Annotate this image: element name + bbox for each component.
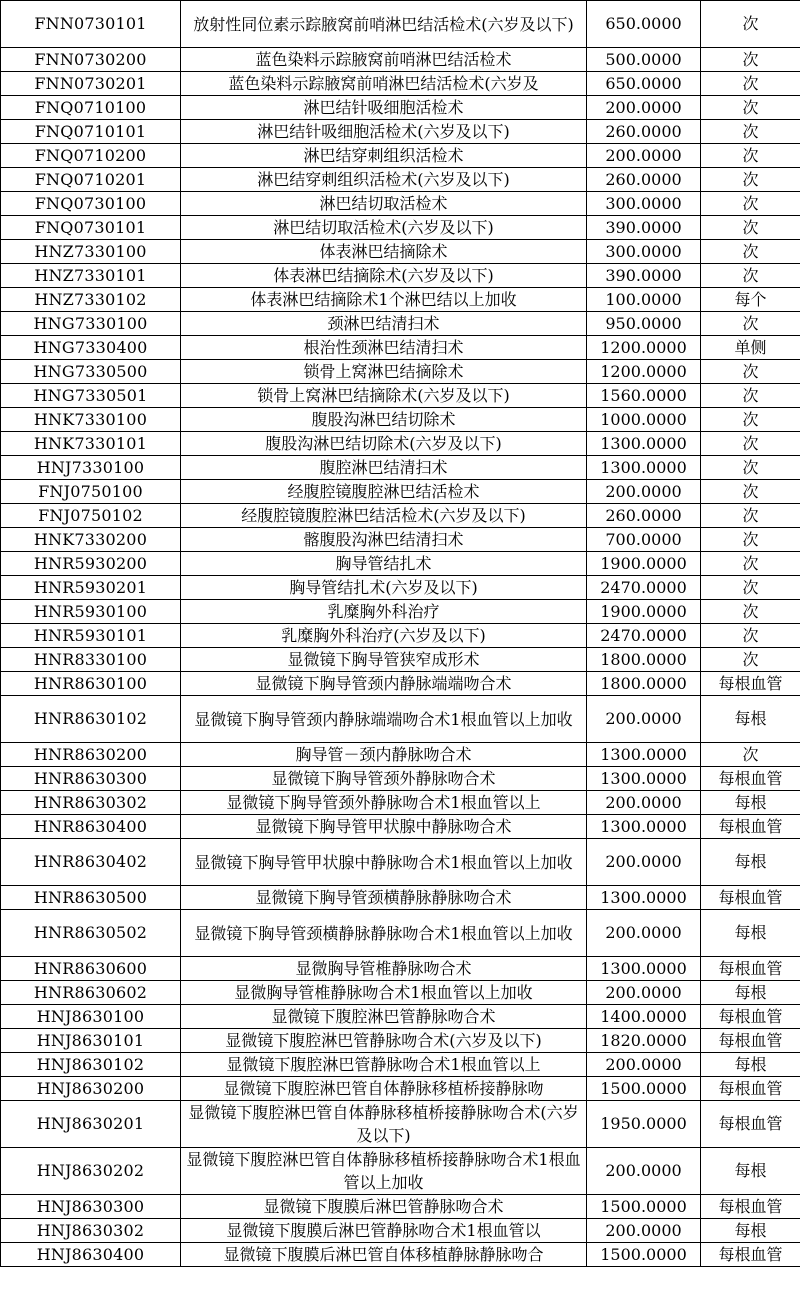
- item-name-cell: 乳糜胸外科治疗: [181, 600, 587, 624]
- item-code-cell: HNK7330101: [1, 432, 181, 456]
- item-code-cell: FNN0730101: [1, 1, 181, 48]
- item-unit-cell: 次: [701, 1, 800, 48]
- item-price-cell: 200.0000: [587, 696, 701, 743]
- item-code-cell: FNJ0750100: [1, 480, 181, 504]
- item-unit-cell: 次: [701, 72, 800, 96]
- table-row: [1, 408, 800, 432]
- item-code-cell: HNJ8630302: [1, 1219, 181, 1243]
- table-row: [1, 384, 800, 408]
- table-row: [1, 120, 800, 144]
- item-unit-cell: 次: [701, 743, 800, 767]
- item-unit-cell: 每根血管: [701, 1077, 800, 1101]
- item-code-cell: HNJ7330100: [1, 456, 181, 480]
- item-price-cell: 200.0000: [587, 144, 701, 168]
- item-price-cell: 1900.0000: [587, 552, 701, 576]
- item-code-cell: HNJ8630202: [1, 1148, 181, 1195]
- item-name-cell: 显微镜下胸导管甲状腺中静脉吻合术: [181, 815, 587, 839]
- item-unit-cell: 每根: [701, 981, 800, 1005]
- table-row: [1, 839, 800, 886]
- item-name-cell: 显微胸导管椎静脉吻合术: [181, 957, 587, 981]
- item-name-cell: 蓝色染料示踪腋窝前哨淋巴结活检术(六岁及: [181, 72, 587, 96]
- table-row: [1, 981, 800, 1005]
- item-price-cell: 500.0000: [587, 48, 701, 72]
- item-code-cell: HNG7330400: [1, 336, 181, 360]
- table-row: [1, 1243, 800, 1267]
- item-price-cell: 1300.0000: [587, 767, 701, 791]
- item-unit-cell: 每个: [701, 288, 800, 312]
- item-price-cell: 1500.0000: [587, 1243, 701, 1267]
- item-name-cell: 胸导管－颈内静脉吻合术: [181, 743, 587, 767]
- table-row: [1, 72, 800, 96]
- item-code-cell: FNN0730201: [1, 72, 181, 96]
- item-price-cell: 1500.0000: [587, 1195, 701, 1219]
- item-name-cell: 显微镜下胸导管颈内静脉端端吻合术1根血管以上加收: [181, 696, 587, 743]
- item-name-cell: 放射性同位素示踪腋窝前哨淋巴结活检术(六岁及以下): [181, 1, 587, 48]
- item-unit-cell: 次: [701, 192, 800, 216]
- table-row: [1, 1148, 800, 1195]
- table-row: [1, 815, 800, 839]
- item-name-cell: 显微镜下腹腔淋巴管自体静脉移植桥接静脉吻合术(六岁及以下): [181, 1101, 587, 1148]
- item-price-cell: 1300.0000: [587, 886, 701, 910]
- item-price-cell: 1500.0000: [587, 1077, 701, 1101]
- item-unit-cell: 次: [701, 648, 800, 672]
- item-unit-cell: 次: [701, 120, 800, 144]
- item-code-cell: HNZ7330101: [1, 264, 181, 288]
- item-name-cell: 锁骨上窝淋巴结摘除术: [181, 360, 587, 384]
- item-name-cell: 显微镜下腹腔淋巴管静脉吻合术: [181, 1005, 587, 1029]
- item-name-cell: 蓝色染料示踪腋窝前哨淋巴结活检术: [181, 48, 587, 72]
- item-name-cell: 显微胸导管椎静脉吻合术1根血管以上加收: [181, 981, 587, 1005]
- table-row: [1, 886, 800, 910]
- item-code-cell: HNG7330100: [1, 312, 181, 336]
- item-code-cell: HNR8630300: [1, 767, 181, 791]
- item-price-cell: 2470.0000: [587, 624, 701, 648]
- item-unit-cell: 次: [701, 144, 800, 168]
- item-code-cell: HNJ8630100: [1, 1005, 181, 1029]
- table-row: [1, 192, 800, 216]
- table-row: [1, 767, 800, 791]
- table-row: [1, 528, 800, 552]
- item-code-cell: HNR8330100: [1, 648, 181, 672]
- item-price-cell: 1900.0000: [587, 600, 701, 624]
- table-row: [1, 1053, 800, 1077]
- item-name-cell: 经腹腔镜腹腔淋巴结活检术: [181, 480, 587, 504]
- item-code-cell: FNN0730200: [1, 48, 181, 72]
- item-name-cell: 显微镜下腹膜后淋巴管静脉吻合术: [181, 1195, 587, 1219]
- item-name-cell: 腹腔淋巴结清扫术: [181, 456, 587, 480]
- item-code-cell: HNJ8630200: [1, 1077, 181, 1101]
- item-unit-cell: 每根血管: [701, 1005, 800, 1029]
- item-unit-cell: 次: [701, 96, 800, 120]
- item-name-cell: 显微镜下腹腔淋巴管静脉吻合术1根血管以上: [181, 1053, 587, 1077]
- table-row: [1, 360, 800, 384]
- item-price-cell: 650.0000: [587, 72, 701, 96]
- item-price-cell: 1300.0000: [587, 456, 701, 480]
- item-unit-cell: 每根血管: [701, 1029, 800, 1053]
- item-price-cell: 1300.0000: [587, 815, 701, 839]
- item-code-cell: HNJ8630201: [1, 1101, 181, 1148]
- item-unit-cell: 次: [701, 48, 800, 72]
- item-price-cell: 300.0000: [587, 240, 701, 264]
- item-name-cell: 胸导管结扎术(六岁及以下): [181, 576, 587, 600]
- item-unit-cell: 每根: [701, 839, 800, 886]
- item-unit-cell: 每根血管: [701, 957, 800, 981]
- item-price-cell: 1400.0000: [587, 1005, 701, 1029]
- item-name-cell: 淋巴结切取活检术(六岁及以下): [181, 216, 587, 240]
- item-code-cell: FNQ0710200: [1, 144, 181, 168]
- item-unit-cell: 每根: [701, 910, 800, 957]
- table-row: [1, 144, 800, 168]
- item-price-cell: 200.0000: [587, 1053, 701, 1077]
- item-price-cell: 1300.0000: [587, 432, 701, 456]
- table-row: [1, 1101, 800, 1148]
- item-price-cell: 1800.0000: [587, 672, 701, 696]
- item-price-cell: 200.0000: [587, 96, 701, 120]
- item-name-cell: 体表淋巴结摘除术(六岁及以下): [181, 264, 587, 288]
- table-row: [1, 957, 800, 981]
- table-row: [1, 600, 800, 624]
- item-code-cell: HNJ8630400: [1, 1243, 181, 1267]
- item-price-cell: 1300.0000: [587, 743, 701, 767]
- item-code-cell: HNR8630302: [1, 791, 181, 815]
- item-code-cell: HNR8630102: [1, 696, 181, 743]
- item-code-cell: HNR8630600: [1, 957, 181, 981]
- table-row: [1, 168, 800, 192]
- item-unit-cell: 次: [701, 360, 800, 384]
- item-code-cell: HNG7330500: [1, 360, 181, 384]
- item-code-cell: FNJ0750102: [1, 504, 181, 528]
- item-code-cell: HNJ8630101: [1, 1029, 181, 1053]
- item-name-cell: 体表淋巴结摘除术1个淋巴结以上加收: [181, 288, 587, 312]
- item-name-cell: 锁骨上窝淋巴结摘除术(六岁及以下): [181, 384, 587, 408]
- item-unit-cell: 每根: [701, 1219, 800, 1243]
- table-row: [1, 1029, 800, 1053]
- item-price-cell: 200.0000: [587, 910, 701, 957]
- item-name-cell: 显微镜下胸导管甲状腺中静脉吻合术1根血管以上加收: [181, 839, 587, 886]
- table-row: [1, 216, 800, 240]
- table-row: [1, 336, 800, 360]
- item-name-cell: 腹股沟淋巴结切除术(六岁及以下): [181, 432, 587, 456]
- item-code-cell: HNR8630502: [1, 910, 181, 957]
- item-price-cell: 200.0000: [587, 839, 701, 886]
- item-unit-cell: 次: [701, 312, 800, 336]
- table-row: [1, 288, 800, 312]
- item-code-cell: HNG7330501: [1, 384, 181, 408]
- item-code-cell: HNR5930101: [1, 624, 181, 648]
- item-unit-cell: 次: [701, 576, 800, 600]
- item-name-cell: 显微镜下胸导管颈外静脉吻合术: [181, 767, 587, 791]
- item-unit-cell: 次: [701, 216, 800, 240]
- item-unit-cell: 次: [701, 456, 800, 480]
- item-price-cell: 260.0000: [587, 120, 701, 144]
- table-row: [1, 1077, 800, 1101]
- item-price-cell: 1200.0000: [587, 336, 701, 360]
- item-price-cell: 1820.0000: [587, 1029, 701, 1053]
- item-unit-cell: 单侧: [701, 336, 800, 360]
- item-name-cell: 显微镜下胸导管颈横静脉静脉吻合术1根血管以上加收: [181, 910, 587, 957]
- item-code-cell: HNR8630500: [1, 886, 181, 910]
- item-price-cell: 200.0000: [587, 981, 701, 1005]
- item-price-cell: 1560.0000: [587, 384, 701, 408]
- table-row: [1, 791, 800, 815]
- item-price-cell: 260.0000: [587, 504, 701, 528]
- item-code-cell: HNK7330200: [1, 528, 181, 552]
- item-name-cell: 显微镜下腹腔淋巴管自体静脉移植桥接静脉吻: [181, 1077, 587, 1101]
- item-name-cell: 淋巴结穿刺组织活检术: [181, 144, 587, 168]
- item-name-cell: 淋巴结针吸细胞活检术: [181, 96, 587, 120]
- item-unit-cell: 每根血管: [701, 1195, 800, 1219]
- item-unit-cell: 每根: [701, 1148, 800, 1195]
- item-price-cell: 1000.0000: [587, 408, 701, 432]
- table-row: [1, 96, 800, 120]
- item-unit-cell: 每根: [701, 1053, 800, 1077]
- item-code-cell: HNR8630100: [1, 672, 181, 696]
- item-unit-cell: 每根血管: [701, 1101, 800, 1148]
- item-code-cell: HNR8630602: [1, 981, 181, 1005]
- item-name-cell: 髂腹股沟淋巴结清扫术: [181, 528, 587, 552]
- item-unit-cell: 次: [701, 240, 800, 264]
- table-row: [1, 432, 800, 456]
- item-name-cell: 显微镜下腹腔淋巴管静脉吻合术(六岁及以下): [181, 1029, 587, 1053]
- table-row: [1, 1219, 800, 1243]
- item-unit-cell: 次: [701, 528, 800, 552]
- item-price-cell: 100.0000: [587, 288, 701, 312]
- table-row: [1, 552, 800, 576]
- item-price-cell: 300.0000: [587, 192, 701, 216]
- item-name-cell: 显微镜下胸导管颈外静脉吻合术1根血管以上: [181, 791, 587, 815]
- item-price-cell: 390.0000: [587, 216, 701, 240]
- item-price-cell: 1300.0000: [587, 957, 701, 981]
- item-unit-cell: 次: [701, 624, 800, 648]
- table-row: [1, 624, 800, 648]
- table-row: [1, 696, 800, 743]
- item-name-cell: 显微镜下腹膜后淋巴管静脉吻合术1根血管以: [181, 1219, 587, 1243]
- table-row: [1, 456, 800, 480]
- item-unit-cell: 次: [701, 264, 800, 288]
- table-row: [1, 743, 800, 767]
- item-price-cell: 2470.0000: [587, 576, 701, 600]
- item-unit-cell: 每根: [701, 696, 800, 743]
- item-name-cell: 根治性颈淋巴结清扫术: [181, 336, 587, 360]
- item-name-cell: 显微镜下胸导管狭窄成形术: [181, 648, 587, 672]
- item-price-cell: 200.0000: [587, 1219, 701, 1243]
- item-name-cell: 显微镜下腹膜后淋巴管自体移植静脉静脉吻合: [181, 1243, 587, 1267]
- item-unit-cell: 每根血管: [701, 815, 800, 839]
- item-code-cell: FNQ0710201: [1, 168, 181, 192]
- item-price-cell: 700.0000: [587, 528, 701, 552]
- item-name-cell: 腹股沟淋巴结切除术: [181, 408, 587, 432]
- item-unit-cell: 每根血管: [701, 672, 800, 696]
- item-price-cell: 1950.0000: [587, 1101, 701, 1148]
- item-price-cell: 950.0000: [587, 312, 701, 336]
- item-code-cell: HNZ7330102: [1, 288, 181, 312]
- item-code-cell: HNR8630400: [1, 815, 181, 839]
- item-code-cell: HNR8630200: [1, 743, 181, 767]
- item-unit-cell: 次: [701, 552, 800, 576]
- table-row: [1, 1, 800, 48]
- item-unit-cell: 次: [701, 480, 800, 504]
- item-price-cell: 650.0000: [587, 1, 701, 48]
- table-row: [1, 480, 800, 504]
- item-unit-cell: 次: [701, 600, 800, 624]
- table-row: [1, 910, 800, 957]
- item-name-cell: 淋巴结切取活检术: [181, 192, 587, 216]
- item-price-cell: 200.0000: [587, 791, 701, 815]
- item-name-cell: 淋巴结针吸细胞活检术(六岁及以下): [181, 120, 587, 144]
- item-name-cell: 颈淋巴结清扫术: [181, 312, 587, 336]
- table-row: [1, 240, 800, 264]
- item-code-cell: FNQ0710100: [1, 96, 181, 120]
- item-unit-cell: 次: [701, 384, 800, 408]
- item-unit-cell: 每根: [701, 791, 800, 815]
- item-unit-cell: 次: [701, 504, 800, 528]
- item-name-cell: 体表淋巴结摘除术: [181, 240, 587, 264]
- item-name-cell: 淋巴结穿刺组织活检术(六岁及以下): [181, 168, 587, 192]
- item-unit-cell: 次: [701, 408, 800, 432]
- item-code-cell: FNQ0710101: [1, 120, 181, 144]
- item-name-cell: 显微镜下腹腔淋巴管自体静脉移植桥接静脉吻合术1根血管以上加收: [181, 1148, 587, 1195]
- table-row: [1, 504, 800, 528]
- table-row: [1, 48, 800, 72]
- table-row: [1, 672, 800, 696]
- item-unit-cell: 每根血管: [701, 886, 800, 910]
- item-code-cell: HNR8630402: [1, 839, 181, 886]
- item-name-cell: 乳糜胸外科治疗(六岁及以下): [181, 624, 587, 648]
- item-unit-cell: 每根血管: [701, 767, 800, 791]
- item-code-cell: HNR5930201: [1, 576, 181, 600]
- table-row: [1, 648, 800, 672]
- item-code-cell: HNJ8630300: [1, 1195, 181, 1219]
- item-unit-cell: 次: [701, 432, 800, 456]
- item-code-cell: HNZ7330100: [1, 240, 181, 264]
- table-row: [1, 1195, 800, 1219]
- table-row: [1, 312, 800, 336]
- item-code-cell: HNR5930200: [1, 552, 181, 576]
- item-name-cell: 经腹腔镜腹腔淋巴结活检术(六岁及以下): [181, 504, 587, 528]
- item-unit-cell: 每根血管: [701, 1243, 800, 1267]
- fee-table-body: [1, 1, 800, 1267]
- item-unit-cell: 次: [701, 168, 800, 192]
- item-code-cell: FNQ0730101: [1, 216, 181, 240]
- item-name-cell: 显微镜下胸导管颈横静脉静脉吻合术: [181, 886, 587, 910]
- item-price-cell: 200.0000: [587, 1148, 701, 1195]
- table-row: [1, 1005, 800, 1029]
- item-price-cell: 390.0000: [587, 264, 701, 288]
- item-code-cell: HNJ8630102: [1, 1053, 181, 1077]
- item-name-cell: 胸导管结扎术: [181, 552, 587, 576]
- item-price-cell: 1800.0000: [587, 648, 701, 672]
- item-price-cell: 200.0000: [587, 480, 701, 504]
- item-code-cell: HNR5930100: [1, 600, 181, 624]
- item-price-cell: 1200.0000: [587, 360, 701, 384]
- table-row: [1, 264, 800, 288]
- item-code-cell: FNQ0730100: [1, 192, 181, 216]
- item-code-cell: HNK7330100: [1, 408, 181, 432]
- table-row: [1, 576, 800, 600]
- item-price-cell: 260.0000: [587, 168, 701, 192]
- item-name-cell: 显微镜下胸导管颈内静脉端端吻合术: [181, 672, 587, 696]
